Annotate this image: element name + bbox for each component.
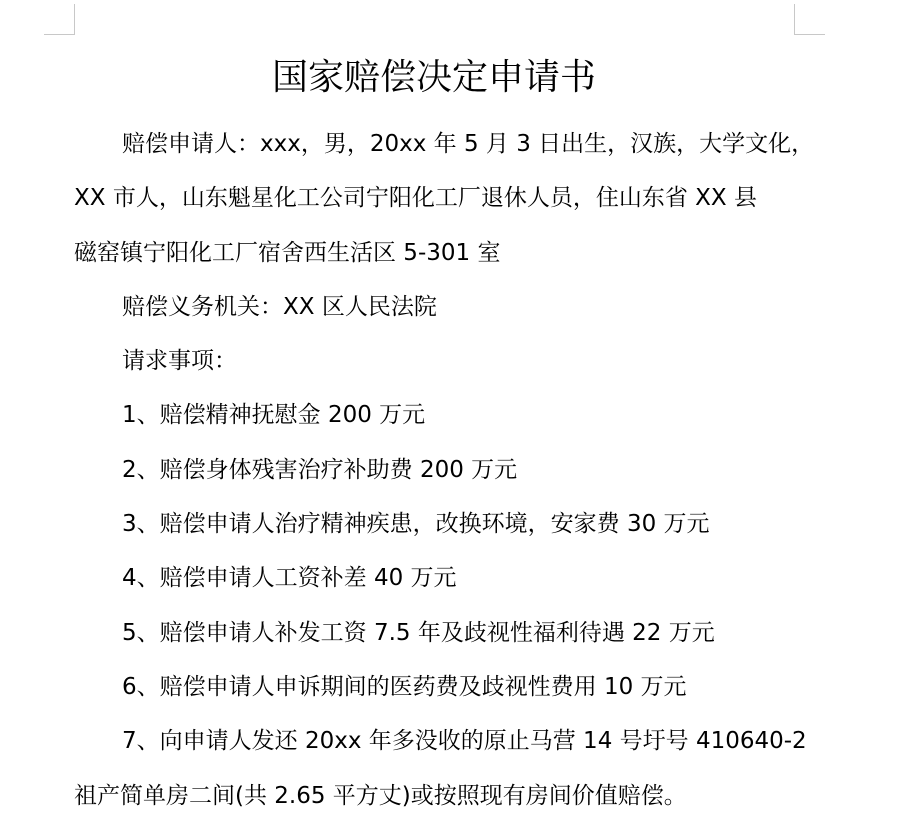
request-item-2: 2、赔偿身体残害治疗补助费 200 万元 xyxy=(122,456,518,483)
document-title: 国家赔偿决定申请书 xyxy=(271,57,596,98)
applicant-line-1: 赔偿申请人：xxx，男，20xx 年 5 月 3 日出生，汉族，大学文化， xyxy=(122,131,815,157)
request-item-7-line-1: 7、向申请人发还 20xx 年多没收的原止马营 14 号圩号 410640-2 xyxy=(122,728,807,755)
applicant-line-2: XX 市人，山东魁星化工公司宁阳化工厂退休人员，住山东省 XX 县 xyxy=(74,185,757,212)
applicant-line-3: 磁窑镇宁阳化工厂宿舍西生活区 5-301 室 xyxy=(74,239,501,266)
page-corner-mark-top-left xyxy=(44,4,75,35)
request-item-7-line-2: 祖产简单房二间(共 2.65 平方丈)或按照现有房间价值赔偿。 xyxy=(74,782,687,809)
request-item-3: 3、赔偿申请人治疗精神疾患，改换环境，安家费 30 万元 xyxy=(122,511,710,538)
request-item-4: 4、赔偿申请人工资补差 40 万元 xyxy=(122,565,457,592)
document-body xyxy=(74,117,814,823)
page-corner-mark-top-right xyxy=(794,4,825,35)
request-heading: 请求事项： xyxy=(122,348,237,375)
request-item-6: 6、赔偿申请人申诉期间的医药费及歧视性费用 10 万元 xyxy=(122,673,687,700)
request-item-5: 5、赔偿申请人补发工资 7.5 年及歧视性福利待遇 22 万元 xyxy=(122,619,715,646)
request-item-1: 1、赔偿精神抚慰金 200 万元 xyxy=(122,402,426,429)
obligor-line: 赔偿义务机关：XX 区人民法院 xyxy=(122,293,437,320)
